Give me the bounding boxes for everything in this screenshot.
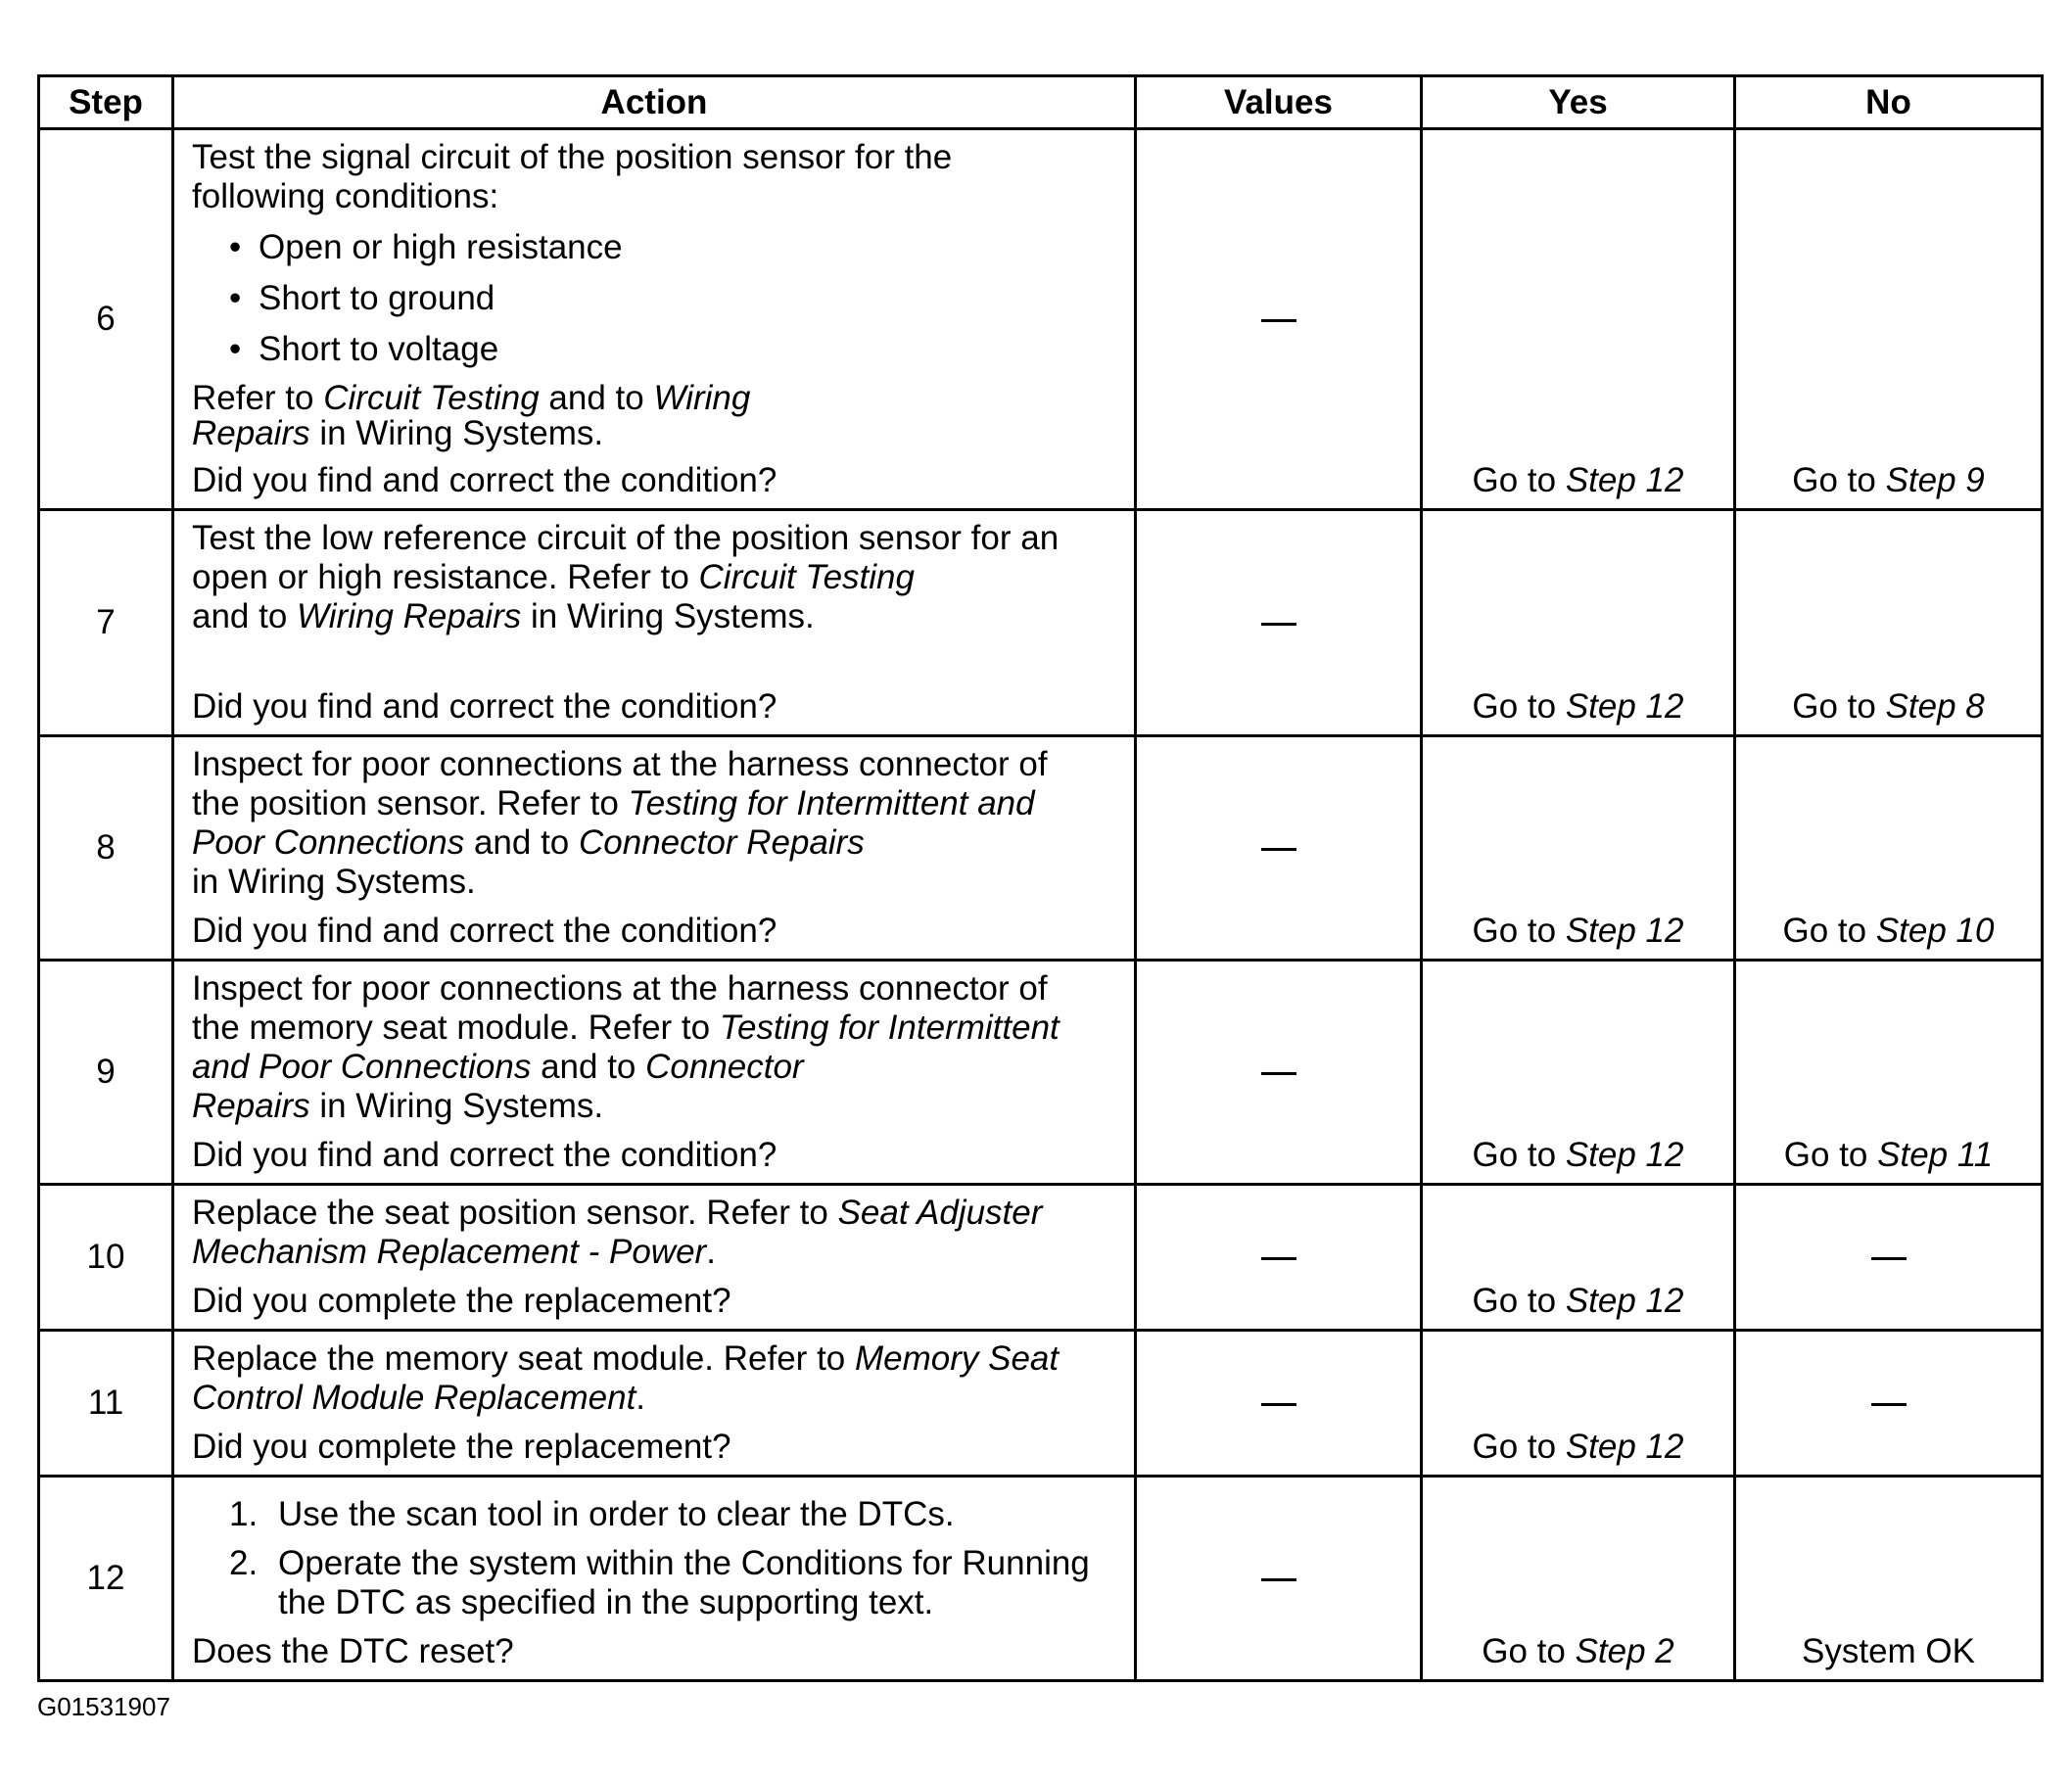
question-text: Did you complete the replacement? (192, 1282, 731, 1320)
table-row-step-10 (39, 1185, 2043, 1331)
list-item: • Short to ground (229, 279, 1124, 318)
header-step: Step (39, 76, 173, 129)
header-yes: Yes (1422, 76, 1735, 129)
action-text: Test the signal circuit of the position sensor for the following conditions: (192, 138, 953, 215)
table-row-step-7 (39, 510, 2043, 736)
step-link: Step 9 (1885, 461, 1985, 499)
step-link: Step 12 (1565, 1282, 1684, 1320)
step-link: Step 12 (1565, 687, 1684, 726)
no-cell: System OK (1735, 1477, 2043, 1681)
step-number: 9 (39, 961, 173, 1185)
header-no: No (1735, 76, 2043, 129)
action-cell (173, 736, 1136, 961)
question-text: Does the DTC reset? (192, 1632, 514, 1670)
reference-link: Testing for Intermittent and (628, 784, 1035, 822)
reference-link: and Poor Connections (192, 1048, 532, 1086)
step-number: 6 (39, 129, 173, 510)
header-action: Action (173, 76, 1136, 129)
action-text: Replace the seat position sensor. Refer to Seat Adjuster Mechanism Replacement - Power. (192, 1194, 1043, 1271)
step-link: Step 12 (1565, 461, 1684, 499)
reference-link: Circuit Testing (698, 558, 915, 596)
step-link: Step 12 (1565, 912, 1684, 950)
no-cell: Go to Step 11 (1735, 961, 2043, 1185)
step-number: 10 (39, 1185, 173, 1331)
step-number: 8 (39, 736, 173, 961)
condition-list (192, 228, 1124, 369)
yes-cell: Go to Step 12 (1422, 736, 1735, 961)
values-cell (1136, 961, 1422, 1185)
table-row-step-6 (39, 129, 2043, 510)
step-number: 11 (39, 1331, 173, 1477)
reference-link: Control Module Replacement (192, 1379, 636, 1417)
yes-cell: Go to Step 12 (1422, 129, 1735, 510)
action-cell (173, 129, 1136, 510)
values-cell (1136, 129, 1422, 510)
values-cell (1136, 736, 1422, 961)
action-cell (173, 1185, 1136, 1331)
no-cell: Go to Step 8 (1735, 510, 2043, 736)
reference-link: Connector (645, 1048, 804, 1086)
step-link: Step 10 (1875, 912, 1995, 950)
no-cell (1735, 1331, 2043, 1477)
table-row-step-12 (39, 1477, 2043, 1681)
action-text: Replace the memory seat module. Refer to Memory Seat Control Module Replacement. (192, 1339, 1060, 1417)
yes-cell: Go to Step 12 (1422, 1331, 1735, 1477)
no-cell: Go to Step 10 (1735, 736, 2043, 961)
dash-mark (1261, 1403, 1296, 1406)
refer-text: Refer to Circuit Testing and to Wiring Repairs in Wiring Systems. (192, 379, 751, 452)
header-row (39, 76, 2043, 129)
table-row-step-11 (39, 1331, 2043, 1477)
values-cell (1136, 1477, 1422, 1681)
action-cell (173, 1331, 1136, 1477)
action-text: Inspect for poor connections at the harness connector of the memory seat module. Refer to Testing for Intermittent and Poor Connections and to Connector Repairs in Wiring Systems. (192, 969, 1060, 1125)
question-text: Did you find and correct the condition? (192, 912, 777, 950)
reference-link: Memory Seat (854, 1339, 1060, 1378)
step-link: Step 8 (1885, 687, 1985, 726)
question-text: Did you find and correct the condition? (192, 461, 777, 499)
table-row-step-9 (39, 961, 2043, 1185)
header-values: Values (1136, 76, 1422, 129)
no-cell (1735, 1185, 2043, 1331)
list-item: 2. Operate the system within the Conditions for Running the DTC as specified in the supporting text. (229, 1544, 1090, 1621)
dash-mark (1261, 848, 1296, 851)
diagnostic-table (37, 74, 2044, 1682)
table-row-step-8 (39, 736, 2043, 961)
action-text: Test the low reference circuit of the position sensor for an open or high resistance. Refer to Circuit Testing and to Wiring Repairs in Wiring Systems. (192, 519, 1060, 635)
step-link: Step 12 (1565, 1136, 1684, 1174)
step-link: Step 11 (1877, 1136, 1994, 1174)
values-cell (1136, 1331, 1422, 1477)
question-text: Did you find and correct the condition? (192, 687, 777, 726)
action-text: Inspect for poor connections at the harness connector of the position sensor. Refer to Testing for Intermittent and Poor Connections and to Connector Repairs in Wiring Systems. (192, 745, 1048, 901)
reference-link: Mechanism Replacement - Power (192, 1233, 707, 1271)
reference-link: Circuit Testing (323, 379, 540, 417)
step-number: 12 (39, 1477, 173, 1681)
values-cell (1136, 510, 1422, 736)
reference-link: Seat Adjuster (837, 1194, 1043, 1232)
dash-mark (1871, 1403, 1907, 1406)
step-link: Step 12 (1565, 1428, 1684, 1466)
dash-mark (1261, 319, 1296, 322)
dash-mark (1261, 623, 1296, 626)
reference-link: Repairs (192, 414, 310, 452)
action-cell (173, 1477, 1136, 1681)
list-item: 1. Use the scan tool in order to clear the DTCs. (229, 1495, 955, 1533)
reference-link: Wiring Repairs (297, 597, 522, 635)
reference-link: Repairs (192, 1087, 310, 1125)
reference-link: Wiring (653, 379, 751, 417)
yes-cell: Go to Step 2 (1422, 1477, 1735, 1681)
yes-cell: Go to Step 12 (1422, 961, 1735, 1185)
step-link: Step 2 (1575, 1632, 1674, 1670)
action-cell (173, 510, 1136, 736)
yes-cell: Go to Step 12 (1422, 510, 1735, 736)
step-number: 7 (39, 510, 173, 736)
no-cell: Go to Step 9 (1735, 129, 2043, 510)
figure-id: G01531907 (37, 1692, 170, 1721)
question-text: Did you find and correct the condition? (192, 1136, 777, 1174)
list-item: • Short to voltage (229, 330, 1124, 369)
reference-link: Poor Connections (192, 823, 465, 862)
action-cell (173, 961, 1136, 1185)
values-cell (1136, 1185, 1422, 1331)
instruction-list (192, 1495, 1124, 1622)
reference-link: Testing for Intermittent (719, 1009, 1060, 1047)
dash-mark (1261, 1257, 1296, 1260)
yes-cell: Go to Step 12 (1422, 1185, 1735, 1331)
reference-link: Connector Repairs (579, 823, 865, 862)
dash-mark (1261, 1072, 1296, 1075)
list-item: • Open or high resistance (229, 228, 1124, 267)
dash-mark (1261, 1578, 1296, 1581)
question-text: Did you complete the replacement? (192, 1428, 731, 1466)
dash-mark (1871, 1257, 1907, 1260)
